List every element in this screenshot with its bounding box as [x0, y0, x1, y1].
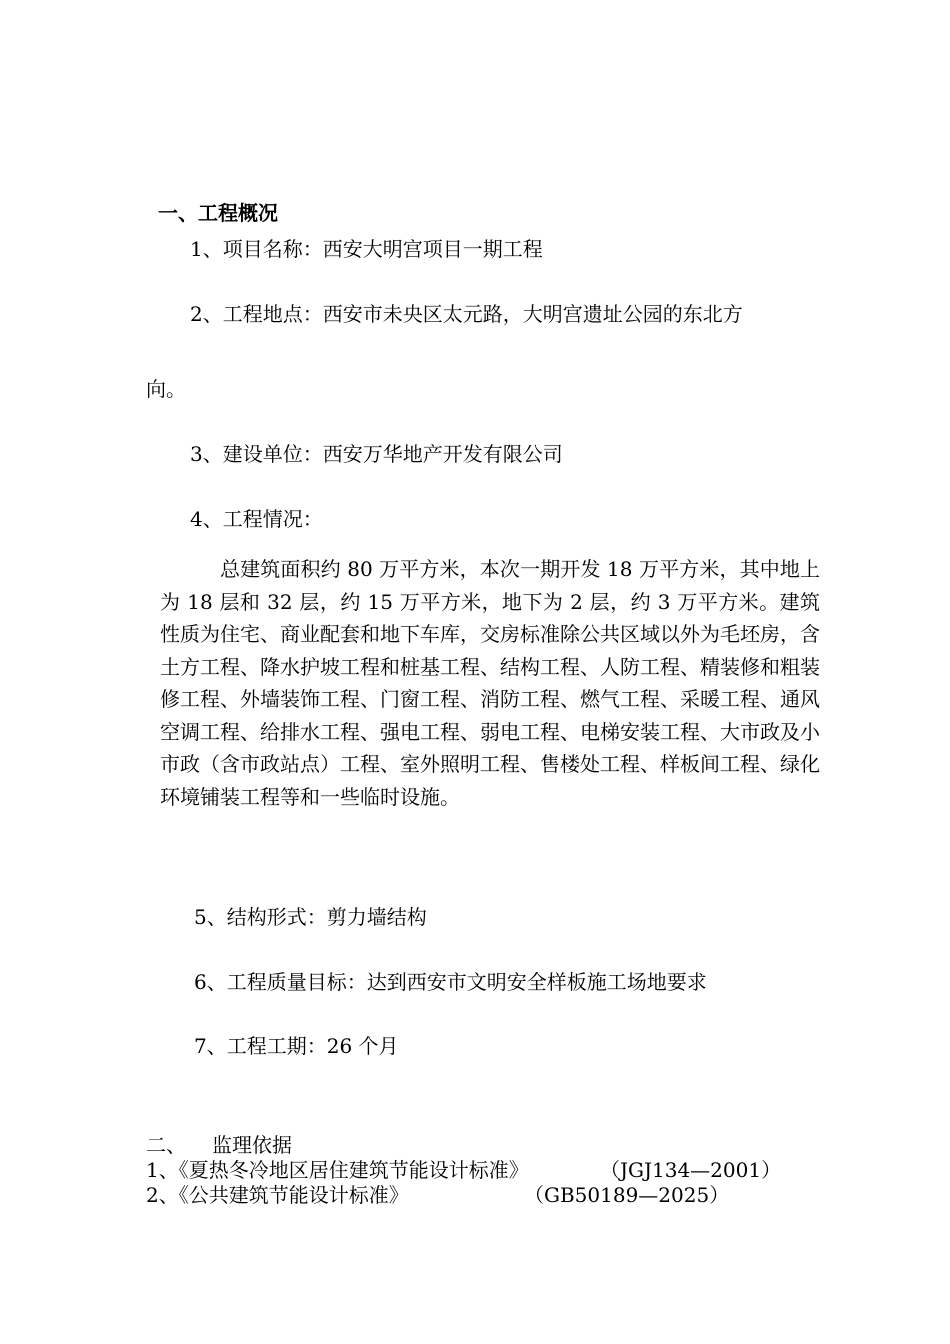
reference-item-2-code: （GB50189—2025） [524, 1183, 730, 1207]
section-2-heading: 监理依据 [212, 1133, 292, 1157]
reference-item-2: 2、《公共建筑节能设计标准》 [146, 1183, 409, 1207]
construction-unit-line: 3、建设单位：西安万华地产开发有限公司 [190, 442, 563, 466]
project-situation-heading: 4、工程情况： [190, 507, 323, 531]
construction-period-line: 7、工程工期：26 个月 [194, 1034, 399, 1058]
structure-form-line: 5、结构形式：剪力墙结构 [194, 905, 427, 929]
project-location-line: 2、工程地点：西安市未央区太元路，大明宫遗址公园的东北方 [190, 302, 743, 326]
project-location-line-continued: 向。 [146, 377, 186, 401]
project-situation-paragraph: 总建筑面积约 80 万平方米，本次一期开发 18 万平方米，其中地上为 18 层和 32 层，约 15 万平方米，地下为 2 层，约 3 万平方米。建筑性质为住宅、商业配套和地下车库，交房标准除公共区域以外为毛坯房，含土方工程、降水护坡工程和桩基工程、结构工程、人防工程、精装修和粗装修工程、外墙装饰工程、门窗工程、消防工程、燃气工程、采暖工程、通风空调工程、给排水工程、强电工程、弱电工程、电梯安装工程、大市政及小市政（含市政站点）工程、室外照明工程、售楼处工程、样板间工程、绿化环境铺装工程等和一些临时设施。 [160, 557, 820, 809]
reference-item-1-code: （JGJ134—2001） [600, 1158, 782, 1182]
section-1-heading: 一、工程概况 [158, 201, 278, 225]
reference-item-1: 1、《夏热冬冷地区居住建筑节能设计标准》 [146, 1158, 529, 1182]
project-name-line: 1、项目名称：西安大明宫项目一期工程 [190, 237, 543, 261]
section-2-number: 二、 [146, 1133, 186, 1157]
quality-target-line: 6、工程质量目标：达到西安市文明安全样板施工场地要求 [194, 970, 707, 994]
